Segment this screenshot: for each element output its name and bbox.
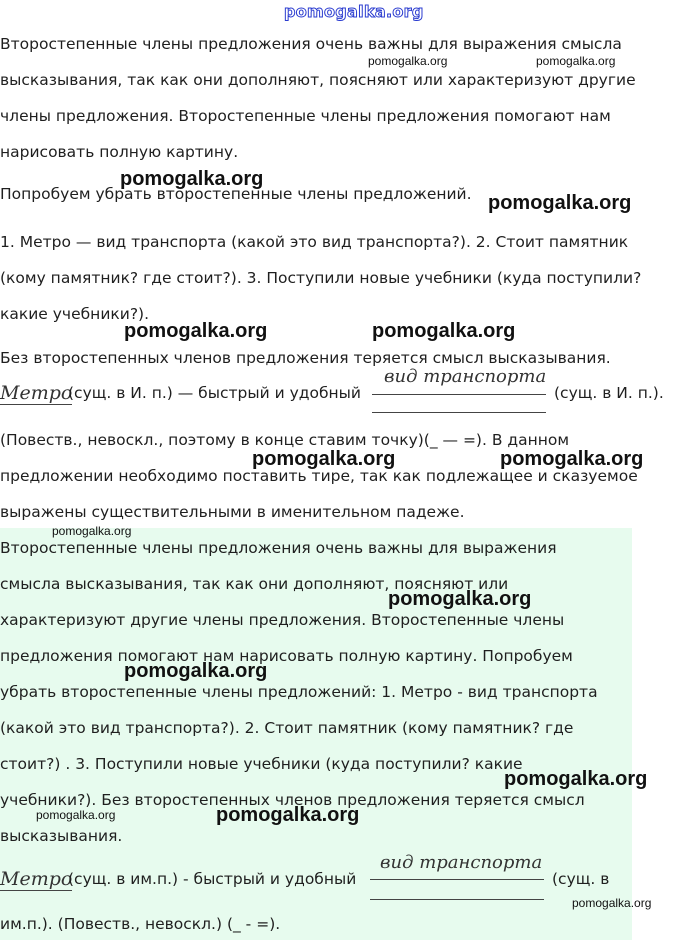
predicate-double-line (372, 412, 546, 413)
sentence-diagram-2 (0, 852, 680, 902)
diagram-middle-text-2: (сущ. в им.п.) - быстрый и удобный (68, 870, 357, 888)
predicate-line-2 (370, 879, 544, 880)
watermark: pomogalka.org (120, 168, 264, 190)
answer-last-line: им.п.). (Повеств., невоскл.) (_ - =). (0, 915, 281, 933)
watermark: pomogalka.org (372, 320, 516, 342)
watermark: pomogalka.org (388, 588, 532, 610)
watermark: pomogalka.org (36, 808, 116, 822)
watermark: pomogalka.org (124, 660, 268, 682)
watermark: pomogalka.org (216, 804, 360, 826)
watermark: pomogalka.org (124, 320, 268, 342)
watermark: pomogalka.org (572, 896, 652, 910)
watermark: pomogalka.org (500, 448, 644, 470)
site-logo[interactable]: pomogalka.org (284, 2, 424, 21)
watermark: pomogalka.org (368, 54, 448, 68)
diagram-subject: Метро (0, 382, 73, 404)
diagram-predicate-2: вид транспорта (380, 852, 543, 873)
watermark: pomogalka.org (536, 54, 616, 68)
predicate-line (372, 394, 546, 395)
diagram-tail-text: (сущ. в И. п.). (554, 384, 664, 402)
explanation-paragraph: (Повеств., невоскл., поэтому в конце ставим точку)(_ — =). В данном предложении необходимо поставить тире, так как подлежащее и сказуемое выражены существительными в именительном падеже. (0, 431, 638, 521)
diagram-predicate: вид транспорта (384, 366, 547, 387)
conclusion-paragraph: Без второстепенных членов предложения теряется смысл высказывания. (0, 349, 611, 367)
watermark: pomogalka.org (52, 524, 132, 538)
sentence-diagram-1 (0, 366, 680, 420)
watermark: pomogalka.org (488, 192, 632, 214)
examples-paragraph: 1. Метро — вид транспорта (какой это вид транспорта?). 2. Стоит памятник (кому памятник? где стоит?). 3. Поступили новые учебники (куда поступили? какие учебники?). (0, 233, 642, 323)
answer-paragraph: Второстепенные члены предложения очень важны для выражения смысла высказывания, так как они дополняют, поясняют или характеризуют другие члены предложения. Второстепенные члены предложения помогают нам нарисовать полную картину. Попробуем убрать второстепенные члены предложений: 1. Метро - вид транспорта (какой это вид транспорта?). 2. Стоит памятник (кому памятник? где стоит?) . 3. Поступили новые учебники (куда поступили? какие учебники?). Без второстепенных членов предложения теряется смысл высказывания. (0, 539, 598, 845)
predicate-double-line-2 (370, 899, 544, 900)
try-remove-paragraph: Попробуем убрать второстепенные члены предложений. (0, 185, 472, 203)
diagram-tail-text-2: (сущ. в (552, 870, 610, 888)
intro-paragraph: Второстепенные члены предложения очень важны для выражения смысла высказывания, так как они дополняют, поясняют или характеризуют другие члены предложения. Второстепенные члены предложения помогают нам нарисовать полную картину. (0, 35, 636, 161)
diagram-middle-text: (сущ. в И. п.) — быстрый и удобный (68, 384, 361, 402)
watermark: pomogalka.org (504, 768, 648, 790)
watermark: pomogalka.org (252, 448, 396, 470)
diagram-subject-2: Метро (0, 868, 73, 890)
